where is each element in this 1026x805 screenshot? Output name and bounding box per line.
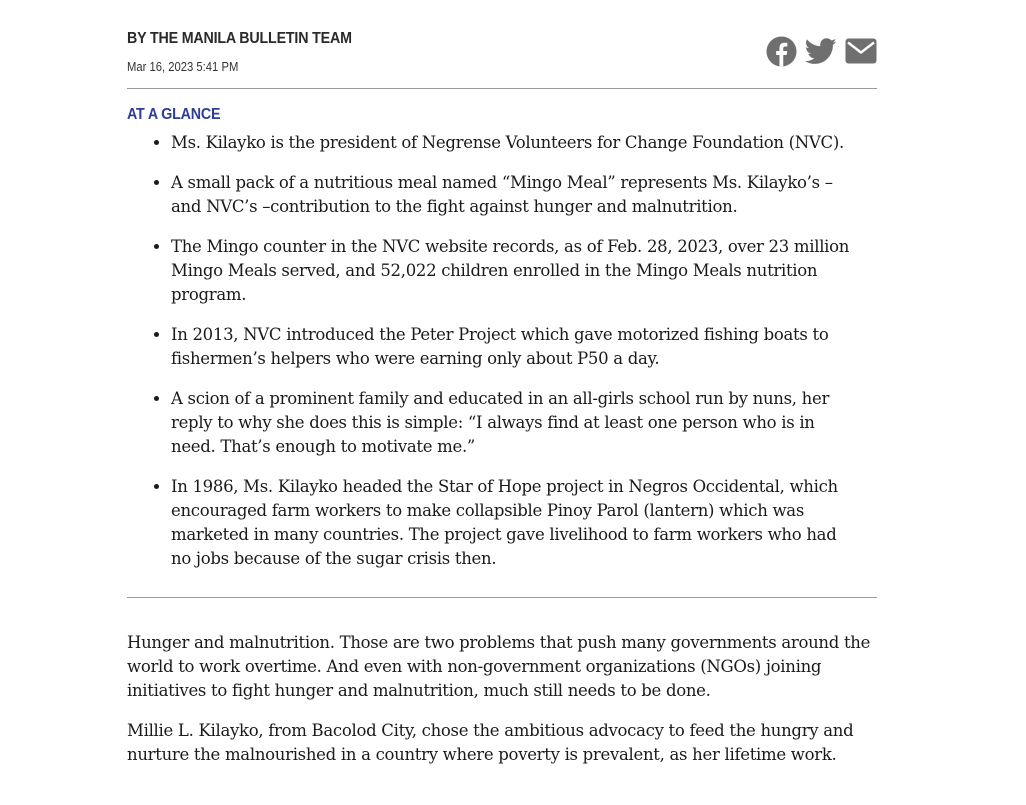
twitter-icon [805, 38, 837, 65]
glance-item: • Ms. Kilayko is the president of Negrense Volunteers for Change Foundation (NVC). [171, 131, 877, 155]
body-paragraph: Millie L. Kilayko, from Bacolod City, chose the ambitious advocacy to feed the hungry and nurture the malnourished in a country where poverty is prevalent, as her lifetime work. [127, 721, 854, 764]
article-body [127, 598, 877, 767]
glance-item: • The Mingo counter in the NVC website records, as of Feb. 28, 2023, over 23 million Mingo Meals served, and 52,022 children enrolled in the Mingo Meals nutrition program. [171, 235, 877, 307]
glance-item: • A scion of a prominent family and educated in an all-girls school run by nuns, her reply to why she does this is simple: “I always find at least one person who is in need. That’s enough to motivate me.” [171, 387, 877, 459]
at-a-glance-box [127, 89, 877, 598]
publish-date: Mar 16, 2023 5:41 PM [127, 60, 239, 74]
mail-icon [845, 38, 877, 64]
share-buttons [765, 35, 877, 67]
glance-item: • In 2013, NVC introduced the Peter Project which gave motorized fishing boats to fishermen’s helpers who were earning only about P50 a day. [171, 323, 877, 371]
glance-item: • In 1986, Ms. Kilayko headed the Star of Hope project in Negros Occidental, which encouraged farm workers to make collapsible Pinoy Parol (lantern) which was marketed in many countries. The project gave livelihood to farm workers who had no jobs because of the sugar crisis then. [171, 475, 877, 571]
article [127, 0, 877, 783]
author-byline: BY THE MANILA BULLETIN TEAM [127, 30, 352, 47]
at-a-glance-heading: AT A GLANCE [127, 106, 221, 123]
byline-row [127, 0, 877, 89]
twitter-share-button[interactable] [805, 35, 837, 67]
glance-list [127, 131, 877, 571]
email-share-button[interactable] [845, 35, 877, 67]
facebook-share-button[interactable] [765, 35, 797, 67]
body-paragraph: Hunger and malnutrition. Those are two problems that push many governments around the world to work overtime. And even with non-government organizations (NGOs) joining initiatives to fight hunger and malnutrition, much still needs to be done. [127, 633, 871, 700]
glance-item: • A small pack of a nutritious meal named “Mingo Meal” represents Ms. Kilayko’s –and NVC’s –contribution to the fight against hunger and malnutrition. [171, 171, 877, 219]
facebook-icon [766, 36, 797, 67]
